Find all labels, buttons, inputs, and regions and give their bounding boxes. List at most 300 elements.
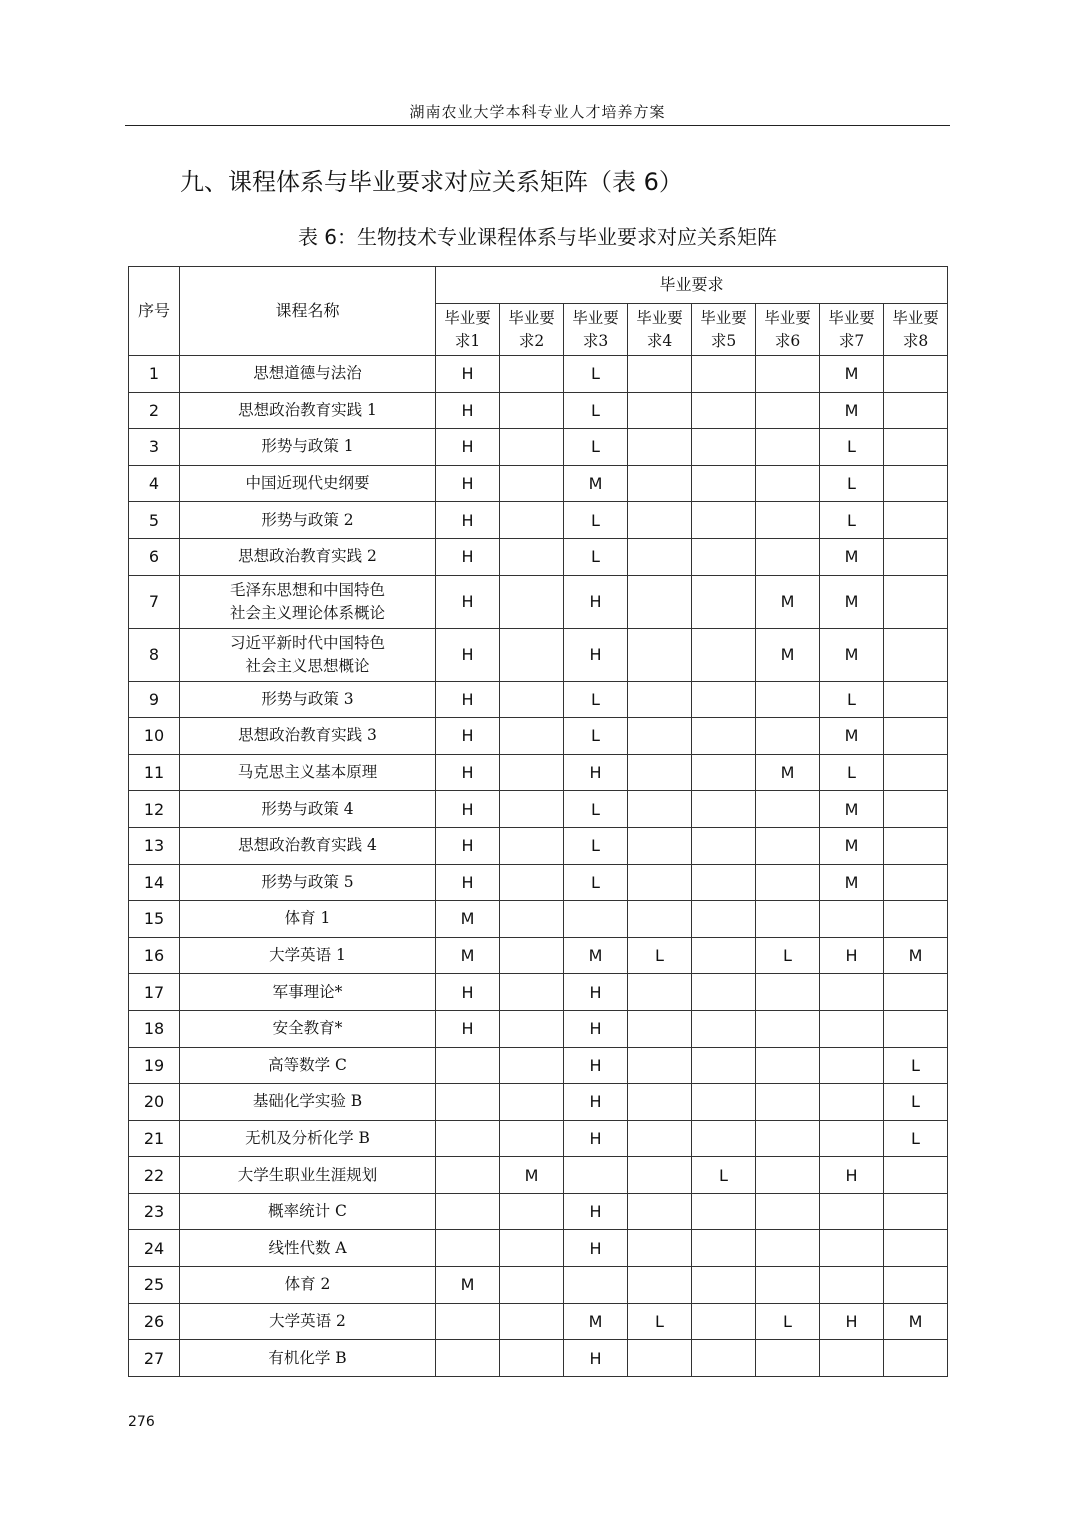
requirement-mark-5 bbox=[692, 465, 756, 502]
requirement-mark-2 bbox=[500, 1120, 564, 1157]
course-name bbox=[180, 681, 436, 718]
requirement-mark-8 bbox=[884, 538, 948, 575]
requirement-mark-6 bbox=[756, 718, 820, 755]
table-row bbox=[129, 1230, 948, 1267]
requirement-mark-5 bbox=[692, 974, 756, 1011]
requirement-header-line: 毕业要 bbox=[892, 308, 939, 327]
requirement-mark-7: M bbox=[820, 864, 884, 901]
course-name-line: 体育 1 bbox=[284, 909, 331, 928]
table-row bbox=[129, 356, 948, 393]
requirement-mark-4 bbox=[628, 901, 692, 938]
requirement-mark-4 bbox=[628, 1193, 692, 1230]
course-name bbox=[180, 937, 436, 974]
requirement-mark-6 bbox=[756, 1340, 820, 1377]
row-index: 12 bbox=[129, 791, 180, 828]
requirement-mark-1 bbox=[436, 1047, 500, 1084]
course-name-line: 马克思主义基本原理 bbox=[237, 763, 378, 782]
requirement-mark-4 bbox=[628, 827, 692, 864]
requirement-mark-3: M bbox=[564, 1303, 628, 1340]
course-name-line: 思想政治教育实践 4 bbox=[238, 836, 377, 855]
requirement-mark-7 bbox=[820, 1230, 884, 1267]
requirement-header-6 bbox=[756, 304, 820, 356]
requirement-mark-5 bbox=[692, 1010, 756, 1047]
course-name-line: 线性代数 A bbox=[268, 1238, 347, 1257]
requirement-mark-6 bbox=[756, 356, 820, 393]
requirement-header-line: 求6 bbox=[774, 331, 801, 350]
course-name bbox=[180, 1303, 436, 1340]
requirement-mark-5 bbox=[692, 502, 756, 539]
requirement-mark-4 bbox=[628, 1267, 692, 1304]
requirement-mark-1: H bbox=[436, 392, 500, 429]
course-name-line: 中国近现代史纲要 bbox=[245, 474, 370, 493]
requirement-mark-5 bbox=[692, 1267, 756, 1304]
requirement-mark-5 bbox=[692, 1230, 756, 1267]
requirement-mark-8 bbox=[884, 502, 948, 539]
requirement-mark-4 bbox=[628, 628, 692, 681]
requirement-mark-5 bbox=[692, 392, 756, 429]
requirement-mark-2 bbox=[500, 392, 564, 429]
row-index: 9 bbox=[129, 681, 180, 718]
course-name bbox=[180, 1230, 436, 1267]
course-name bbox=[180, 901, 436, 938]
requirement-mark-2 bbox=[500, 681, 564, 718]
requirement-mark-6 bbox=[756, 502, 820, 539]
requirement-mark-6: L bbox=[756, 1303, 820, 1340]
course-name-line: 形势与政策 1 bbox=[261, 437, 354, 456]
requirement-mark-6 bbox=[756, 1120, 820, 1157]
requirement-header-line: 毕业要 bbox=[444, 308, 491, 327]
requirement-header-line: 求1 bbox=[454, 331, 481, 350]
requirement-mark-8 bbox=[884, 1267, 948, 1304]
requirement-mark-7 bbox=[820, 1047, 884, 1084]
table-row bbox=[129, 465, 948, 502]
table-caption: 表 6：生物技术专业课程体系与毕业要求对应关系矩阵 bbox=[297, 225, 778, 249]
table-row bbox=[129, 575, 948, 628]
course-name bbox=[180, 827, 436, 864]
requirement-mark-6 bbox=[756, 1084, 820, 1121]
requirement-mark-5 bbox=[692, 718, 756, 755]
row-index: 24 bbox=[129, 1230, 180, 1267]
requirement-mark-1: H bbox=[436, 827, 500, 864]
requirement-mark-1: M bbox=[436, 937, 500, 974]
requirement-header-line: 求3 bbox=[582, 331, 609, 350]
requirement-mark-1: H bbox=[436, 681, 500, 718]
requirement-mark-8 bbox=[884, 864, 948, 901]
requirement-mark-2 bbox=[500, 974, 564, 1011]
table-row bbox=[129, 1303, 948, 1340]
requirement-mark-5 bbox=[692, 1120, 756, 1157]
requirement-mark-1: H bbox=[436, 718, 500, 755]
requirement-mark-4 bbox=[628, 1120, 692, 1157]
course-name-line: 大学英语 1 bbox=[269, 946, 346, 965]
requirement-mark-2 bbox=[500, 718, 564, 755]
requirement-mark-7: H bbox=[820, 1303, 884, 1340]
requirement-mark-4 bbox=[628, 1230, 692, 1267]
requirement-mark-2 bbox=[500, 901, 564, 938]
requirement-mark-2 bbox=[500, 1267, 564, 1304]
requirement-mark-7 bbox=[820, 1120, 884, 1157]
requirement-mark-4 bbox=[628, 791, 692, 828]
requirement-mark-8 bbox=[884, 356, 948, 393]
requirement-mark-8 bbox=[884, 827, 948, 864]
course-name bbox=[180, 1084, 436, 1121]
course-name bbox=[180, 1157, 436, 1194]
requirement-mark-1: H bbox=[436, 791, 500, 828]
requirement-mark-4 bbox=[628, 1157, 692, 1194]
requirement-mark-1 bbox=[436, 1193, 500, 1230]
course-name-line: 思想政治教育实践 1 bbox=[238, 400, 377, 419]
table-row bbox=[129, 1193, 948, 1230]
requirement-mark-2 bbox=[500, 864, 564, 901]
requirement-mark-3: L bbox=[564, 538, 628, 575]
requirement-mark-5 bbox=[692, 1340, 756, 1377]
course-name-line: 形势与政策 2 bbox=[261, 510, 354, 529]
table-row bbox=[129, 628, 948, 681]
requirement-mark-1 bbox=[436, 1157, 500, 1194]
table-row bbox=[129, 974, 948, 1011]
requirement-mark-2 bbox=[500, 937, 564, 974]
requirement-mark-8 bbox=[884, 901, 948, 938]
table-row bbox=[129, 937, 948, 974]
course-name bbox=[180, 502, 436, 539]
requirement-mark-7: M bbox=[820, 575, 884, 628]
requirement-mark-4 bbox=[628, 718, 692, 755]
table-row bbox=[129, 791, 948, 828]
requirement-mark-8 bbox=[884, 465, 948, 502]
requirement-mark-4 bbox=[628, 1340, 692, 1377]
requirement-header-2 bbox=[500, 304, 564, 356]
table-row bbox=[129, 681, 948, 718]
row-index: 2 bbox=[129, 392, 180, 429]
requirement-mark-8 bbox=[884, 392, 948, 429]
requirement-header-4 bbox=[628, 304, 692, 356]
requirement-mark-2 bbox=[500, 1230, 564, 1267]
requirement-mark-2: M bbox=[500, 1157, 564, 1194]
row-index: 10 bbox=[129, 718, 180, 755]
requirement-mark-2 bbox=[500, 754, 564, 791]
requirement-mark-4 bbox=[628, 974, 692, 1011]
requirement-mark-6 bbox=[756, 827, 820, 864]
requirement-mark-4 bbox=[628, 465, 692, 502]
row-index: 8 bbox=[129, 628, 180, 681]
course-name-line: 基础化学实验 B bbox=[252, 1092, 363, 1111]
course-name bbox=[180, 1047, 436, 1084]
requirement-mark-3: L bbox=[564, 718, 628, 755]
requirement-mark-1 bbox=[436, 1084, 500, 1121]
requirement-header-8 bbox=[884, 304, 948, 356]
course-name bbox=[180, 429, 436, 466]
requirement-mark-3: L bbox=[564, 356, 628, 393]
requirement-mark-1: H bbox=[436, 974, 500, 1011]
requirement-mark-6 bbox=[756, 1230, 820, 1267]
requirement-mark-7: M bbox=[820, 392, 884, 429]
requirement-mark-3: L bbox=[564, 502, 628, 539]
section-title: 九、课程体系与毕业要求对应关系矩阵（表 6） bbox=[180, 168, 683, 196]
requirement-mark-1: H bbox=[436, 1010, 500, 1047]
course-name-line: 思想政治教育实践 3 bbox=[238, 726, 377, 745]
requirement-mark-2 bbox=[500, 465, 564, 502]
requirement-mark-4 bbox=[628, 538, 692, 575]
course-name bbox=[180, 575, 436, 628]
row-index: 23 bbox=[129, 1193, 180, 1230]
course-name bbox=[180, 1340, 436, 1377]
table-row bbox=[129, 718, 948, 755]
table-row bbox=[129, 1010, 948, 1047]
requirement-mark-6 bbox=[756, 864, 820, 901]
course-name bbox=[180, 864, 436, 901]
course-name-line: 思想政治教育实践 2 bbox=[238, 547, 377, 566]
requirement-mark-5 bbox=[692, 901, 756, 938]
graduation-requirements-group-header: 毕业要求 bbox=[436, 267, 948, 304]
requirement-mark-3: L bbox=[564, 864, 628, 901]
requirement-mark-5 bbox=[692, 1084, 756, 1121]
table-row bbox=[129, 429, 948, 466]
row-index: 27 bbox=[129, 1340, 180, 1377]
requirement-mark-8 bbox=[884, 1010, 948, 1047]
course-name bbox=[180, 754, 436, 791]
table-row bbox=[129, 1047, 948, 1084]
requirement-mark-6 bbox=[756, 791, 820, 828]
requirement-mark-6 bbox=[756, 538, 820, 575]
requirement-mark-4: L bbox=[628, 937, 692, 974]
course-name-line: 形势与政策 4 bbox=[261, 799, 354, 818]
requirement-header-line: 求7 bbox=[838, 331, 865, 350]
requirement-mark-6 bbox=[756, 1267, 820, 1304]
table-row bbox=[129, 392, 948, 429]
requirement-mark-3: H bbox=[564, 974, 628, 1011]
requirement-mark-7: M bbox=[820, 791, 884, 828]
requirement-mark-7: L bbox=[820, 465, 884, 502]
requirement-header-line: 求5 bbox=[710, 331, 737, 350]
course-name bbox=[180, 791, 436, 828]
row-index: 6 bbox=[129, 538, 180, 575]
requirement-mark-6 bbox=[756, 974, 820, 1011]
row-index: 14 bbox=[129, 864, 180, 901]
requirement-mark-7 bbox=[820, 901, 884, 938]
requirement-mark-3 bbox=[564, 1157, 628, 1194]
requirement-mark-8 bbox=[884, 974, 948, 1011]
requirement-mark-8 bbox=[884, 681, 948, 718]
requirement-mark-7: M bbox=[820, 356, 884, 393]
row-index: 25 bbox=[129, 1267, 180, 1304]
requirement-mark-3: H bbox=[564, 628, 628, 681]
requirement-header-line: 求2 bbox=[518, 331, 545, 350]
requirement-mark-3: M bbox=[564, 937, 628, 974]
requirement-mark-6 bbox=[756, 429, 820, 466]
requirement-mark-6: M bbox=[756, 628, 820, 681]
course-name-line: 安全教育* bbox=[272, 1019, 343, 1038]
course-name bbox=[180, 974, 436, 1011]
requirement-mark-6 bbox=[756, 1010, 820, 1047]
course-name-line: 习近平新时代中国特色 bbox=[229, 633, 385, 652]
requirement-mark-4 bbox=[628, 864, 692, 901]
requirement-mark-3: L bbox=[564, 827, 628, 864]
requirement-mark-5 bbox=[692, 827, 756, 864]
requirement-mark-5 bbox=[692, 575, 756, 628]
requirement-mark-1: H bbox=[436, 864, 500, 901]
requirement-mark-2 bbox=[500, 1084, 564, 1121]
requirement-mark-3: H bbox=[564, 1340, 628, 1377]
requirement-mark-8: M bbox=[884, 1303, 948, 1340]
course-name-line: 毛泽东思想和中国特色 bbox=[229, 580, 385, 599]
requirement-mark-7: H bbox=[820, 1157, 884, 1194]
table-row bbox=[129, 1120, 948, 1157]
requirement-mark-5: L bbox=[692, 1157, 756, 1194]
requirement-mark-8 bbox=[884, 1193, 948, 1230]
requirement-mark-7: M bbox=[820, 718, 884, 755]
header-rule bbox=[125, 125, 950, 126]
requirement-mark-8: L bbox=[884, 1120, 948, 1157]
requirement-header-3 bbox=[564, 304, 628, 356]
requirement-mark-1: H bbox=[436, 575, 500, 628]
requirement-mark-3 bbox=[564, 901, 628, 938]
requirements-matrix-table bbox=[128, 266, 948, 1377]
requirement-mark-4 bbox=[628, 1084, 692, 1121]
row-index: 5 bbox=[129, 502, 180, 539]
requirement-mark-2 bbox=[500, 791, 564, 828]
course-name-line: 无机及分析化学 B bbox=[245, 1128, 370, 1147]
course-name-line: 社会主义思想概论 bbox=[245, 656, 370, 675]
requirement-mark-4 bbox=[628, 1010, 692, 1047]
requirement-mark-5 bbox=[692, 356, 756, 393]
requirement-mark-3: H bbox=[564, 575, 628, 628]
row-index: 11 bbox=[129, 754, 180, 791]
requirement-mark-8 bbox=[884, 628, 948, 681]
course-name bbox=[180, 1120, 436, 1157]
row-index: 26 bbox=[129, 1303, 180, 1340]
requirement-mark-6 bbox=[756, 901, 820, 938]
requirement-header-line: 毕业要 bbox=[572, 308, 619, 327]
course-name bbox=[180, 465, 436, 502]
requirement-mark-7 bbox=[820, 1267, 884, 1304]
row-index: 17 bbox=[129, 974, 180, 1011]
requirement-mark-2 bbox=[500, 827, 564, 864]
requirement-mark-2 bbox=[500, 1193, 564, 1230]
requirement-mark-1: H bbox=[436, 356, 500, 393]
requirement-mark-4 bbox=[628, 681, 692, 718]
requirement-header-line: 毕业要 bbox=[828, 308, 875, 327]
course-name bbox=[180, 718, 436, 755]
table-row bbox=[129, 1157, 948, 1194]
course-name-line: 军事理论* bbox=[272, 982, 343, 1001]
table-row bbox=[129, 827, 948, 864]
course-name bbox=[180, 392, 436, 429]
requirement-mark-6 bbox=[756, 465, 820, 502]
requirement-mark-8 bbox=[884, 575, 948, 628]
requirement-mark-8 bbox=[884, 1157, 948, 1194]
requirement-mark-8 bbox=[884, 754, 948, 791]
requirement-mark-3: H bbox=[564, 1047, 628, 1084]
requirement-mark-4 bbox=[628, 502, 692, 539]
requirement-mark-1 bbox=[436, 1303, 500, 1340]
course-name-line: 社会主义理论体系概论 bbox=[229, 603, 385, 622]
requirement-mark-3: H bbox=[564, 1084, 628, 1121]
table-row bbox=[129, 1084, 948, 1121]
requirement-header-5 bbox=[692, 304, 756, 356]
requirement-mark-7: L bbox=[820, 502, 884, 539]
requirement-mark-7: M bbox=[820, 628, 884, 681]
requirement-mark-5 bbox=[692, 864, 756, 901]
requirement-mark-6 bbox=[756, 681, 820, 718]
requirement-mark-5 bbox=[692, 429, 756, 466]
header-row-1 bbox=[129, 267, 948, 304]
requirement-mark-3 bbox=[564, 1267, 628, 1304]
requirement-mark-2 bbox=[500, 1340, 564, 1377]
requirement-mark-3: H bbox=[564, 1230, 628, 1267]
requirement-mark-6: M bbox=[756, 575, 820, 628]
requirement-mark-6 bbox=[756, 1193, 820, 1230]
row-index: 13 bbox=[129, 827, 180, 864]
course-name-line: 形势与政策 5 bbox=[261, 872, 354, 891]
requirement-mark-5 bbox=[692, 538, 756, 575]
requirement-mark-1: M bbox=[436, 901, 500, 938]
requirement-mark-1: H bbox=[436, 429, 500, 466]
row-index: 16 bbox=[129, 937, 180, 974]
table-row bbox=[129, 754, 948, 791]
requirement-mark-6 bbox=[756, 1047, 820, 1084]
requirement-mark-5 bbox=[692, 1303, 756, 1340]
requirement-mark-1: H bbox=[436, 754, 500, 791]
requirement-mark-8 bbox=[884, 429, 948, 466]
course-name-line: 高等数学 C bbox=[268, 1055, 347, 1074]
requirement-mark-1: H bbox=[436, 465, 500, 502]
requirement-mark-8 bbox=[884, 791, 948, 828]
page-number: 276 bbox=[128, 1414, 155, 1430]
requirement-mark-2 bbox=[500, 356, 564, 393]
requirement-mark-7 bbox=[820, 1193, 884, 1230]
requirement-mark-3: L bbox=[564, 429, 628, 466]
requirement-mark-1 bbox=[436, 1340, 500, 1377]
requirement-header-line: 毕业要 bbox=[508, 308, 555, 327]
requirement-header-line: 求8 bbox=[902, 331, 929, 350]
course-name-line: 体育 2 bbox=[284, 1275, 331, 1294]
course-name bbox=[180, 1193, 436, 1230]
requirement-mark-8: M bbox=[884, 937, 948, 974]
requirement-mark-3: M bbox=[564, 465, 628, 502]
requirement-header-line: 求4 bbox=[646, 331, 673, 350]
requirement-mark-1 bbox=[436, 1120, 500, 1157]
requirement-mark-3: L bbox=[564, 681, 628, 718]
requirement-header-1 bbox=[436, 304, 500, 356]
table-row bbox=[129, 502, 948, 539]
table-row bbox=[129, 538, 948, 575]
course-name bbox=[180, 538, 436, 575]
requirement-mark-4 bbox=[628, 429, 692, 466]
table-row bbox=[129, 864, 948, 901]
requirement-mark-5 bbox=[692, 1047, 756, 1084]
requirement-mark-4 bbox=[628, 754, 692, 791]
requirement-mark-7: M bbox=[820, 827, 884, 864]
requirement-mark-2 bbox=[500, 575, 564, 628]
requirement-header-line: 毕业要 bbox=[636, 308, 683, 327]
requirement-mark-3: H bbox=[564, 1193, 628, 1230]
course-name-line: 有机化学 B bbox=[268, 1348, 347, 1367]
row-index: 7 bbox=[129, 575, 180, 628]
requirement-mark-4 bbox=[628, 356, 692, 393]
requirement-mark-3: L bbox=[564, 791, 628, 828]
requirement-mark-8 bbox=[884, 1230, 948, 1267]
course-name bbox=[180, 628, 436, 681]
course-name-line: 概率统计 C bbox=[268, 1202, 347, 1221]
course-name bbox=[180, 1267, 436, 1304]
row-index: 21 bbox=[129, 1120, 180, 1157]
requirement-mark-2 bbox=[500, 538, 564, 575]
row-index: 1 bbox=[129, 356, 180, 393]
requirement-mark-7 bbox=[820, 974, 884, 1011]
course-name-line: 思想道德与法治 bbox=[253, 364, 362, 383]
requirement-mark-5 bbox=[692, 937, 756, 974]
requirement-mark-7: L bbox=[820, 681, 884, 718]
